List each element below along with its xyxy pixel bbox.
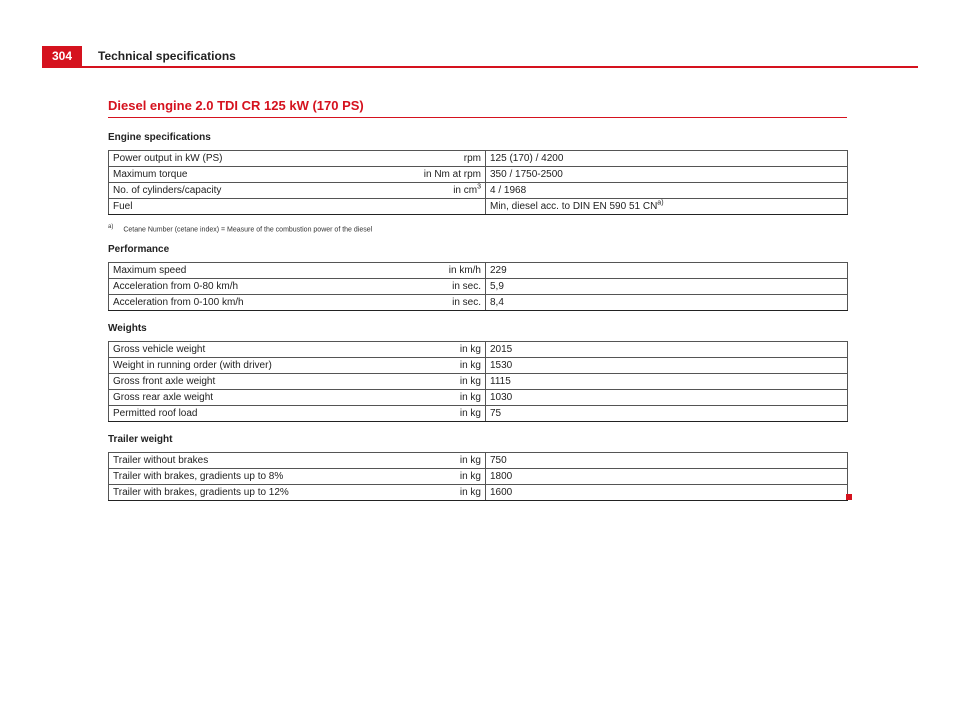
performance-table	[108, 262, 848, 311]
row-value: 1115	[486, 374, 848, 390]
row-value: 1800	[486, 469, 848, 485]
table-row	[109, 358, 848, 374]
row-label: Acceleration from 0-80 km/h	[109, 279, 388, 295]
value-text: Min, diesel acc. to DIN EN 590 51 CN	[490, 201, 658, 212]
row-unit	[387, 183, 486, 199]
row-label: Gross front axle weight	[109, 374, 388, 390]
row-label: Gross vehicle weight	[109, 342, 388, 358]
footnote-text: Cetane Number (cetane index) = Measure of the combustion power of the diesel	[123, 226, 373, 234]
table-row	[109, 279, 848, 295]
table-row	[109, 167, 848, 183]
table-row	[109, 390, 848, 406]
table-row	[109, 406, 848, 422]
row-unit: rpm	[387, 151, 486, 167]
section-rule	[108, 117, 847, 118]
table-row	[109, 485, 848, 501]
row-value: 4 / 1968	[486, 183, 848, 199]
row-unit: in kg	[387, 485, 486, 501]
row-unit: in kg	[387, 342, 486, 358]
row-unit: in sec.	[387, 295, 486, 311]
row-value: 2015	[486, 342, 848, 358]
table-row	[109, 183, 848, 199]
performance-title: Performance	[108, 244, 170, 255]
row-unit: in kg	[387, 406, 486, 422]
row-label: Fuel	[109, 199, 388, 215]
row-value: 1530	[486, 358, 848, 374]
row-unit: in km/h	[387, 263, 486, 279]
row-label: Maximum speed	[109, 263, 388, 279]
row-unit: in Nm at rpm	[387, 167, 486, 183]
page-header	[42, 46, 918, 68]
unit-superscript: 3	[477, 183, 481, 191]
footnote-reference: a)	[657, 199, 664, 207]
row-label: Weight in running order (with driver)	[109, 358, 388, 374]
engine-specs-table	[108, 150, 848, 215]
row-label: Trailer with brakes, gradients up to 8%	[109, 469, 388, 485]
row-value: 1600	[486, 485, 848, 501]
row-label: Gross rear axle weight	[109, 390, 388, 406]
header-title: Technical specifications	[98, 49, 236, 63]
table-row	[109, 374, 848, 390]
trailer-weight-table	[108, 452, 848, 501]
row-value: 75	[486, 406, 848, 422]
row-label: Maximum torque	[109, 167, 388, 183]
weights-title: Weights	[108, 323, 147, 334]
row-unit: in kg	[387, 374, 486, 390]
row-unit: in kg	[387, 390, 486, 406]
row-unit: in sec.	[387, 279, 486, 295]
row-unit: in kg	[387, 469, 486, 485]
row-label: Power output in kW (PS)	[109, 151, 388, 167]
unit-text: in cm	[453, 185, 478, 196]
page-number: 304	[42, 46, 82, 66]
table-row	[109, 263, 848, 279]
row-label: No. of cylinders/capacity	[109, 183, 388, 199]
row-value: 229	[486, 263, 848, 279]
row-unit: in kg	[387, 358, 486, 374]
section-end-marker	[846, 494, 852, 500]
row-value: 8,4	[486, 295, 848, 311]
row-value: 1030	[486, 390, 848, 406]
footnote	[108, 224, 372, 233]
table-row	[109, 151, 848, 167]
table-row	[109, 295, 848, 311]
row-label: Acceleration from 0-100 km/h	[109, 295, 388, 311]
row-unit	[387, 199, 486, 215]
engine-specs-title: Engine specifications	[108, 132, 211, 143]
header-rule	[42, 66, 918, 68]
row-label: Trailer without brakes	[109, 453, 388, 469]
row-value: 5,9	[486, 279, 848, 295]
table-row	[109, 453, 848, 469]
row-unit: in kg	[387, 453, 486, 469]
row-value	[486, 199, 848, 215]
row-label: Trailer with brakes, gradients up to 12%	[109, 485, 388, 501]
footnote-mark: a)	[108, 224, 114, 230]
table-row	[109, 342, 848, 358]
table-row	[109, 469, 848, 485]
section-title: Diesel engine 2.0 TDI CR 125 kW (170 PS)	[108, 98, 364, 113]
row-value: 350 / 1750-2500	[486, 167, 848, 183]
row-value: 750	[486, 453, 848, 469]
row-label: Permitted roof load	[109, 406, 388, 422]
trailer-weight-title: Trailer weight	[108, 434, 173, 445]
weights-table	[108, 341, 848, 422]
row-value: 125 (170) / 4200	[486, 151, 848, 167]
table-row	[109, 199, 848, 215]
